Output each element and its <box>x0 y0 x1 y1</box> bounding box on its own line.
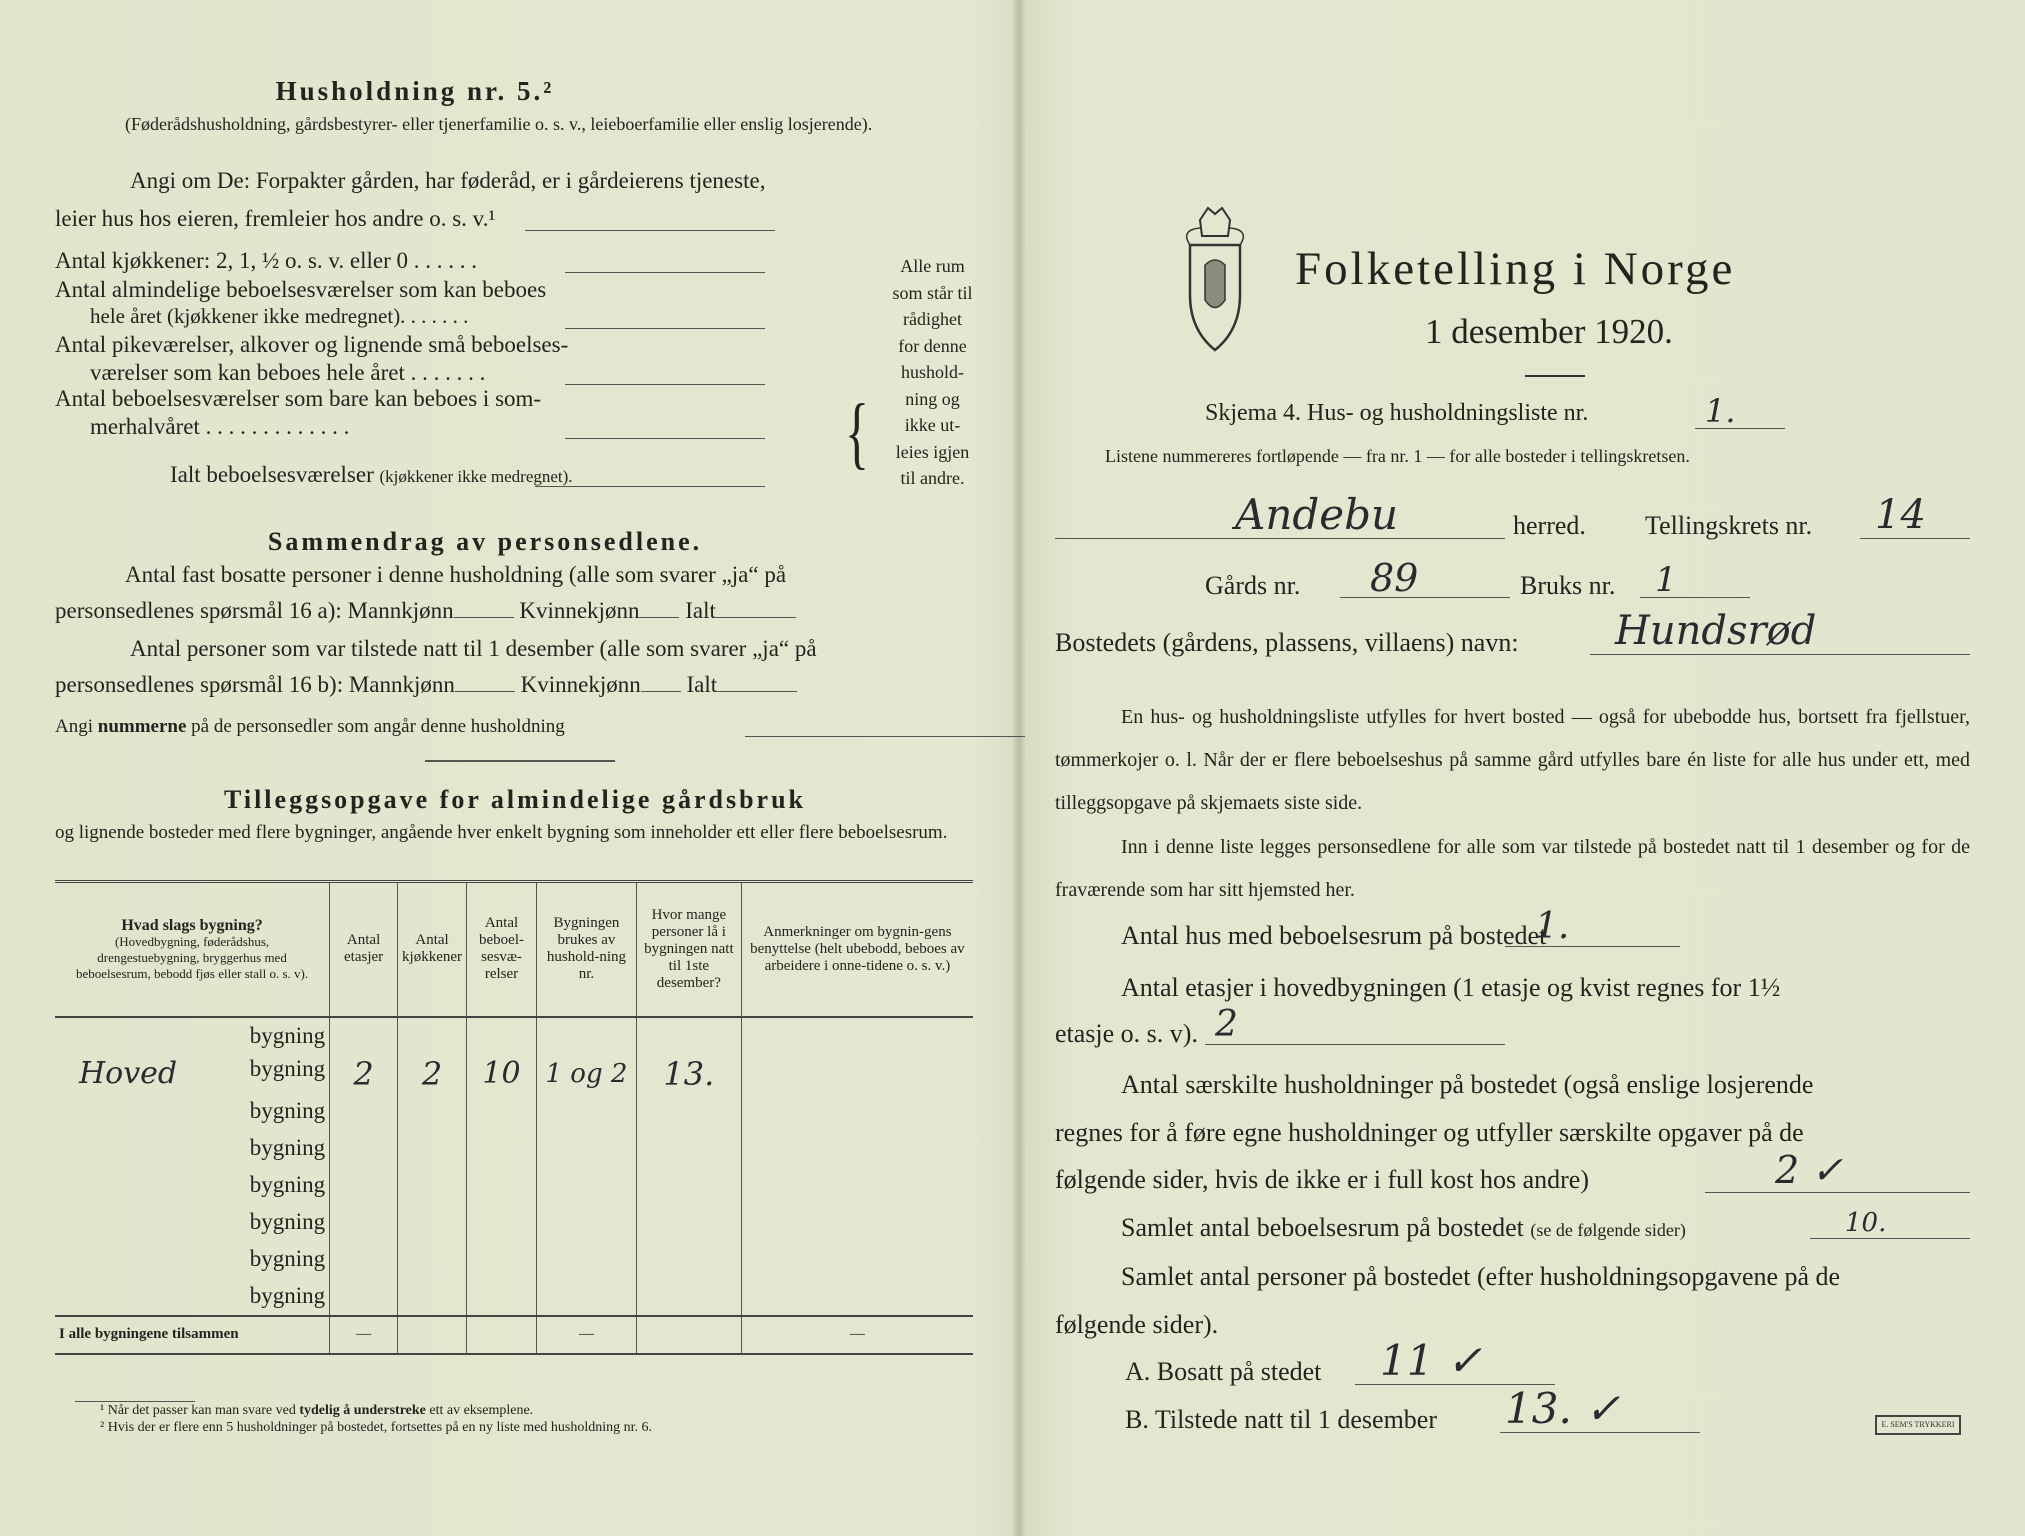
district-value: 14 <box>1875 492 1926 538</box>
row-floors <box>330 1241 398 1278</box>
total-label: I alle bygningene tilsammen <box>55 1316 330 1354</box>
rooms-summer-answer-line <box>565 438 765 439</box>
footnote-2-text: Hvis der er flere enn 5 husholdninger på bostedet, fortsettes på en ny liste med husholdning nr. 6. <box>107 1420 653 1435</box>
row-household <box>536 1017 636 1055</box>
footnote-divider <box>75 1401 195 1402</box>
resident-value: 11 ✓ <box>1380 1336 1482 1385</box>
total-label: Ialt <box>686 672 718 697</box>
brace-note-line: rådighet <box>903 309 962 329</box>
brace-icon: { <box>845 387 869 477</box>
total-floors: — <box>330 1316 398 1354</box>
section-divider <box>425 760 615 762</box>
row-persons <box>636 1167 741 1204</box>
table-row <box>55 1093 973 1130</box>
row-remarks <box>741 1093 973 1130</box>
form-title: Folketelling i Norge <box>1295 243 1736 295</box>
floors-label-a: Antal etasjer i hovedbygningen (1 etasje og kvist regnes for 1½ <box>1121 973 1781 1002</box>
header-kind-bold: Hvad slags bygning? <box>121 916 263 934</box>
row-suffix: bygning <box>249 1056 326 1081</box>
municipality-value: Andebu <box>1235 490 1399 539</box>
households-label-c: følgende sider, hvis de ikke er i full kost hos andre) <box>1055 1165 1589 1194</box>
row-kitchens <box>398 1167 467 1204</box>
total-label: Ialt <box>685 598 716 623</box>
row-rooms <box>467 1093 537 1130</box>
schema-number: 1. <box>1705 392 1736 430</box>
households-label-b: regnes for å føre egne husholdninger og utfyller særskilte opgaver på de <box>1055 1118 1804 1147</box>
row-persons <box>636 1204 741 1241</box>
numbers-line <box>55 716 565 738</box>
household-title: Husholdning nr. 5.² <box>275 76 555 106</box>
floors-value: 2 <box>1215 1004 1238 1045</box>
table-row <box>55 1204 973 1241</box>
printer-stamp: E. SEM'S TRYKKERI <box>1875 1415 1961 1435</box>
brace-note-line: Alle rum <box>900 256 965 276</box>
supplement-title: Tilleggsopgave for almindelige gårdsbruk <box>223 785 807 814</box>
row-floors <box>330 1167 398 1204</box>
row-household <box>536 1278 636 1316</box>
row-suffix: bygning <box>249 1023 326 1048</box>
female-label: Kvinnekjønn <box>520 672 641 697</box>
persons-label-a: Samlet antal personer på bostedet (efter husholdningsopgavene på de <box>1121 1262 1841 1291</box>
rooms-small-label-a: Antal pikeværelser, alkover og lignende små beboelses- <box>55 332 569 357</box>
households-line <box>1705 1192 1970 1193</box>
row-suffix: bygning <box>249 1098 326 1123</box>
row-kind-value: Hoved <box>79 1056 178 1091</box>
rooms-small-answer-line <box>565 384 765 385</box>
footnote-1-post: ett av eksemplene. <box>429 1403 534 1418</box>
row-floors <box>330 1130 398 1167</box>
present-value: 13. ✓ <box>1505 1384 1621 1433</box>
instructions-1: En hus- og husholdningsliste utfylles for hvert bosted — også for ubebodde hus, bortsett fra fjellstuer, tømmerkojer o. l. Når der er flere beboelseshus på samme gård utfylles bare én liste for alle hus under ett, med tilleggsopgave på skjemaets siste side. <box>1055 706 1970 814</box>
form-date: 1 desember 1920. <box>1425 312 1673 351</box>
rooms-summer-label-b: merhalvåret . . . . . . . . . . . . . <box>90 414 350 439</box>
floors-line <box>1205 1044 1505 1045</box>
row-kind <box>55 1093 330 1130</box>
houses-label: Antal hus med beboelsesrum på bostedet <box>1121 921 1547 950</box>
resident-label: A. Bosatt på stedet <box>1125 1357 1322 1386</box>
use-line <box>1640 597 1750 598</box>
row-suffix: bygning <box>249 1246 326 1271</box>
header-household: Bygningen brukes av hushold-ning nr. <box>536 882 636 1017</box>
present-line <box>1500 1432 1700 1433</box>
rooms-sum-label <box>1121 1213 1686 1243</box>
numbering-note: Listene nummereres fortløpende — fra nr. 1 — for alle bosteder i tellingskretsen. <box>1105 446 1690 466</box>
table-row <box>55 1055 973 1093</box>
row-persons <box>636 1130 741 1167</box>
brace-note-line: for denne <box>898 335 967 356</box>
row-remarks <box>741 1204 973 1241</box>
summary-present-b <box>55 672 797 698</box>
table-row <box>55 1017 973 1055</box>
row-persons <box>636 1241 741 1278</box>
row-household <box>536 1167 636 1204</box>
floors-label-b: etasje o. s. v). <box>1055 1019 1198 1048</box>
row-floors <box>330 1093 398 1130</box>
rooms-total-text: Ialt beboelsesværelser <box>170 462 374 487</box>
coat-of-arms-icon <box>1170 200 1260 360</box>
row-remarks <box>741 1241 973 1278</box>
row-remarks <box>741 1017 973 1055</box>
use-value: 1 <box>1655 560 1677 600</box>
rooms-total-label <box>170 462 573 488</box>
page-fold <box>1012 0 1026 1536</box>
rooms-regular-answer-line <box>565 328 765 329</box>
households-value: 2 ✓ <box>1775 1148 1844 1192</box>
row-remarks <box>741 1167 973 1204</box>
farm-value: 89 <box>1370 556 1419 600</box>
municipality-line <box>1055 538 1505 539</box>
households-label-a: Antal særskilte husholdninger på bostedet (også enslige losjerende <box>1121 1070 1814 1099</box>
use-label: Bruks nr. <box>1520 571 1616 600</box>
left-page <box>55 0 985 1536</box>
summary-title: Sammendrag av personsedlene. <box>267 527 703 556</box>
brace-note <box>875 253 990 492</box>
table-row <box>55 1241 973 1278</box>
row-kitchens <box>398 1093 467 1130</box>
row-suffix: bygning <box>249 1283 326 1308</box>
total-remarks: — <box>741 1316 973 1354</box>
row-rooms <box>467 1130 537 1167</box>
schema-number-line <box>1695 428 1785 429</box>
numbers-line-post: på de personsedler som angår denne husholdning <box>191 716 565 737</box>
row-kind <box>55 1167 330 1204</box>
row-floors <box>330 1278 398 1316</box>
row-kind <box>55 1241 330 1278</box>
row-household <box>536 1241 636 1278</box>
rooms-sum-line <box>1810 1238 1970 1239</box>
row-suffix: bygning <box>249 1172 326 1197</box>
row-kitchens <box>398 1241 467 1278</box>
footnote-2: ² Hvis der er flere enn 5 husholdninger på bostedet, fortsettes på en ny liste med husholdning nr. 6. <box>100 1420 653 1435</box>
ask-answer-line <box>525 230 775 231</box>
total-rooms <box>467 1316 537 1354</box>
numbers-line-pre: Angi <box>55 716 93 737</box>
row-remarks <box>741 1130 973 1167</box>
row-kitchens: 2 <box>398 1055 467 1093</box>
row-suffix: bygning <box>249 1209 326 1234</box>
municipality-label: herred. <box>1513 511 1586 540</box>
header-persons: Hvor mange personer lå i bygningen natt til 1ste desember? <box>636 882 741 1017</box>
row-household: 1 og 2 <box>536 1055 636 1093</box>
row-kind <box>55 1130 330 1167</box>
total-persons <box>636 1316 741 1354</box>
row-persons: 13. <box>636 1055 741 1093</box>
row-floors <box>330 1017 398 1055</box>
ask-line-2: leier hus hos eieren, fremleier hos andre o. s. v.¹ <box>55 206 496 231</box>
farm-line <box>1340 597 1510 598</box>
district-label: Tellingskrets nr. <box>1645 511 1813 540</box>
row-floors: 2 <box>330 1055 398 1093</box>
row-persons <box>636 1093 741 1130</box>
header-kind <box>55 882 330 1017</box>
title-divider <box>1525 375 1585 377</box>
place-label: Bostedets (gårdens, plassens, villaens) navn: <box>1055 628 1519 657</box>
brace-note-line: leies igjen <box>895 441 970 462</box>
table-row <box>55 1167 973 1204</box>
row-kind <box>55 1278 330 1316</box>
houses-line <box>1505 946 1680 947</box>
row-floors <box>330 1204 398 1241</box>
row-rooms <box>467 1278 537 1316</box>
female-label: Kvinnekjønn <box>519 598 640 623</box>
summary-present-b-text: personsedlenes spørsmål 16 b): Mannkjønn <box>55 672 455 697</box>
houses-value: 1. <box>1535 906 1570 947</box>
row-household <box>536 1204 636 1241</box>
summary-resident-b-text: personsedlenes spørsmål 16 a): Mannkjønn <box>55 598 454 623</box>
rooms-total-note: (kjøkkener ikke medregnet). <box>379 467 573 486</box>
row-kitchens <box>398 1204 467 1241</box>
table-row <box>55 1130 973 1167</box>
persons-label-b: følgende sider). <box>1055 1310 1219 1339</box>
rooms-regular-label-b: hele året (kjøkkener ikke medregnet). . . . . . . <box>90 304 469 328</box>
row-kitchens <box>398 1278 467 1316</box>
row-remarks <box>741 1055 973 1093</box>
household-subtitle: (Føderådshusholdning, gårdsbestyrer- eller tjenerfamilie o. s. v., leieboerfamilie eller enslig losjerende). <box>125 114 873 134</box>
total-household: — <box>536 1316 636 1354</box>
footnote-1-pre: Når det passer kan man svare ved <box>107 1403 296 1418</box>
header-kitchens: Antal kjøkkener <box>398 882 467 1017</box>
row-kitchens <box>398 1130 467 1167</box>
footnote-1: ¹ Når det passer kan man svare ved tydelig å understreke ett av eksemplene. <box>100 1403 534 1418</box>
row-rooms <box>467 1204 537 1241</box>
rooms-regular-label-a: Antal almindelige beboelsesværelser som kan beboes <box>55 277 547 302</box>
row-household <box>536 1130 636 1167</box>
brace-note-line: ikke ut- <box>904 415 961 435</box>
row-persons <box>636 1017 741 1055</box>
brace-note-line: hushold- <box>901 362 964 382</box>
row-kind <box>55 1204 330 1241</box>
right-page <box>1055 0 1975 1536</box>
schema-label: Skjema 4. Hus- og husholdningsliste nr. <box>1205 400 1589 426</box>
present-label: B. Tilstede natt til 1 desember <box>1125 1405 1437 1434</box>
row-persons <box>636 1278 741 1316</box>
table-total-row <box>55 1316 973 1354</box>
header-kind-rest: (Hovedbygning, føderådshus, drengestuebygning, bryggerhus med beboelsesrum, bebodd fjøs eller stall o. s. v). <box>75 933 309 981</box>
place-value: Hundsrød <box>1615 608 1817 654</box>
row-rooms: 10 <box>467 1055 537 1093</box>
table-row <box>55 1278 973 1316</box>
brace-note-line: ning og <box>905 388 960 409</box>
summary-resident-a: Antal fast bosatte personer i denne husholdning (alle som svarer „ja“ på <box>125 562 787 587</box>
kitchens-label: Antal kjøkkener: 2, 1, ½ o. s. v. eller 0 . . . . . . <box>55 248 478 273</box>
rooms-total-answer-line <box>535 486 765 487</box>
footnote-1-bold: tydelig å understreke <box>299 1403 426 1418</box>
district-line <box>1860 538 1970 539</box>
summary-resident-b <box>55 598 796 624</box>
brace-note-line: til andre. <box>900 468 965 488</box>
rooms-sum-text: Samlet antal beboelsesrum på bostedet <box>1121 1213 1524 1242</box>
row-remarks <box>741 1278 973 1316</box>
supplement-subtitle: og lignende bosteder med flere bygninger, angående hver enkelt bygning som inneholder ett eller flere beboelsesrum. <box>55 822 948 843</box>
building-table <box>55 880 973 1355</box>
row-kind <box>55 1055 330 1093</box>
header-floors: Antal etasjer <box>330 882 398 1017</box>
total-kitchens <box>398 1316 467 1354</box>
rooms-sum-value: 10. <box>1845 1208 1887 1238</box>
row-rooms <box>467 1167 537 1204</box>
rooms-summer-label-a: Antal beboelsesværelser som bare kan beboes i som- <box>55 386 542 411</box>
place-line <box>1590 654 1970 655</box>
header-rooms: Antal beboel-sesvæ-relser <box>467 882 537 1017</box>
farm-label: Gårds nr. <box>1205 571 1301 600</box>
row-kind <box>55 1017 330 1055</box>
ask-line-1: Angi om De: Forpakter gården, har føderåd, er i gårdeierens tjeneste, <box>130 168 766 193</box>
row-rooms <box>467 1241 537 1278</box>
row-suffix: bygning <box>249 1135 326 1160</box>
row-rooms <box>467 1017 537 1055</box>
row-household <box>536 1093 636 1130</box>
header-remarks: Anmerkninger om bygnin-gens benyttelse (helt ubebodd, beboes av arbeidere i onne-tidene o. s. v.) <box>741 882 973 1017</box>
rooms-sum-note: (se de følgende sider) <box>1530 1220 1686 1240</box>
numbers-line-bold: nummerne <box>97 716 187 737</box>
instructions-2: Inn i denne liste legges personsedlene for alle som var tilstede på bostedet natt til 1 desember og for de fraværende som har sitt hjemsted her. <box>1055 836 1970 901</box>
brace-note-line: som står til <box>892 282 973 303</box>
summary-present-a: Antal personer som var tilstede natt til 1 desember (alle som svarer „ja“ på <box>130 636 817 661</box>
kitchens-answer-line <box>565 272 765 273</box>
rooms-small-label-b: værelser som kan beboes hele året . . . . . . . <box>90 360 486 385</box>
numbers-answer-line <box>745 736 1025 737</box>
row-kitchens <box>398 1017 467 1055</box>
